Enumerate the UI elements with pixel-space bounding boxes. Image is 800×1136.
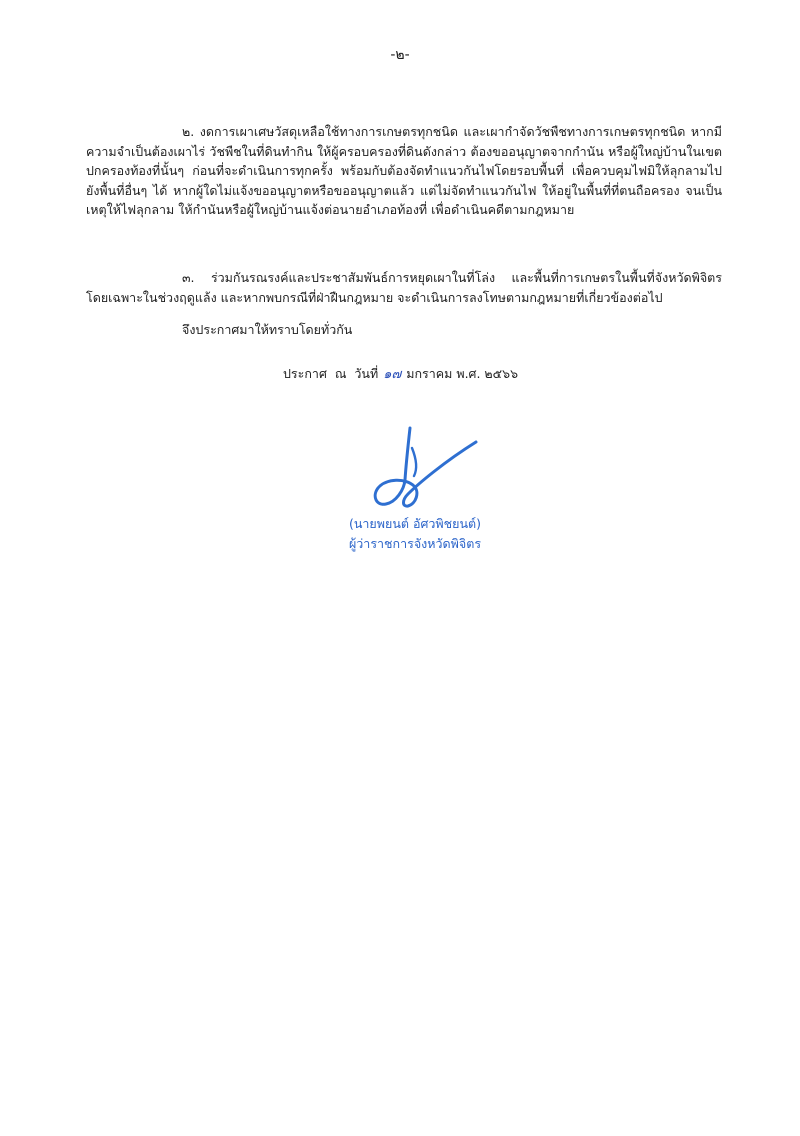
closing-statement <box>86 320 722 340</box>
announcement-day-label: วันที่ <box>354 366 379 381</box>
paragraph-3-number: ๓. <box>182 270 195 285</box>
paragraph-3-text: ร่วมกันรณรงค์และประชาสัมพันธ์การหยุดเผาในที่โล่ง และพื้นที่การเกษตรในพื้นที่จังหวัดพิจิตร โดยเฉพาะในช่วงฤดูแล้ง และหากพบกรณีที่ฝ่าฝืนกฎหมาย จะดำเนินการลงโทษตามกฎหมายที่เกี่ยวข้องต่อไป <box>86 270 722 305</box>
announcement-prefix: ประกาศ <box>283 366 327 381</box>
announcement-month-year: มกราคม พ.ศ. ๒๕๖๖ <box>406 366 518 381</box>
closing-text: จึงประกาศมาให้ทราบโดยทั่วกัน <box>182 322 353 337</box>
announcement-at: ณ <box>334 366 347 381</box>
paragraph-2-number: ๒. <box>182 124 195 139</box>
paragraph-2-text: งดการเผาเศษวัสดุเหลือใช้ทางการเกษตรทุกชนิด และเผากำจัดวัชพืชทางการเกษตรทุกชนิด หากมีความจำเป็นต้องเผาไร่ วัชพืชในที่ดินทำกิน ให้ผู้ครอบครองที่ดินดังกล่าว ต้องขออนุญาตจากกำนัน หรือผู้ใหญ่บ้านในเขตปกครองท้องที่นั้นๆ ก่อนที่จะดำเนินการทุกครั้ง พร้อมกับต้องจัดทำแนวกันไฟโดยรอบพื้นที่ เพื่อควบคุมไฟมิให้ลุกลามไปยังพื้นที่อื่นๆ ได้ หากผู้ใดไม่แจ้งขออนุญาตหรือขออนุญาตแล้ว แต่ไม่จัดทำแนวกันไฟ ให้อยู่ในพื้นที่ที่ตนถือครอง จนเป็นเหตุให้ไฟลุกลาม ให้กำนันหรือผู้ใหญ่บ้านแจ้งต่อนายอำเภอท้องที่ เพื่อดำเนินคดีตามกฎหมาย <box>86 124 722 217</box>
paragraph-2 <box>86 122 722 220</box>
announcement-date-line <box>283 364 518 385</box>
page-number: -๒- <box>390 47 410 63</box>
announcement-day: ๑๗ <box>383 367 402 382</box>
handwritten-signature <box>356 418 486 514</box>
signer-block <box>320 514 510 554</box>
signer-title: ผู้ว่าราชการจังหวัดพิจิตร <box>348 536 482 551</box>
paragraph-3 <box>86 268 722 307</box>
signer-name: (นายพยนต์ อัศวพิชยนต์) <box>348 516 481 531</box>
